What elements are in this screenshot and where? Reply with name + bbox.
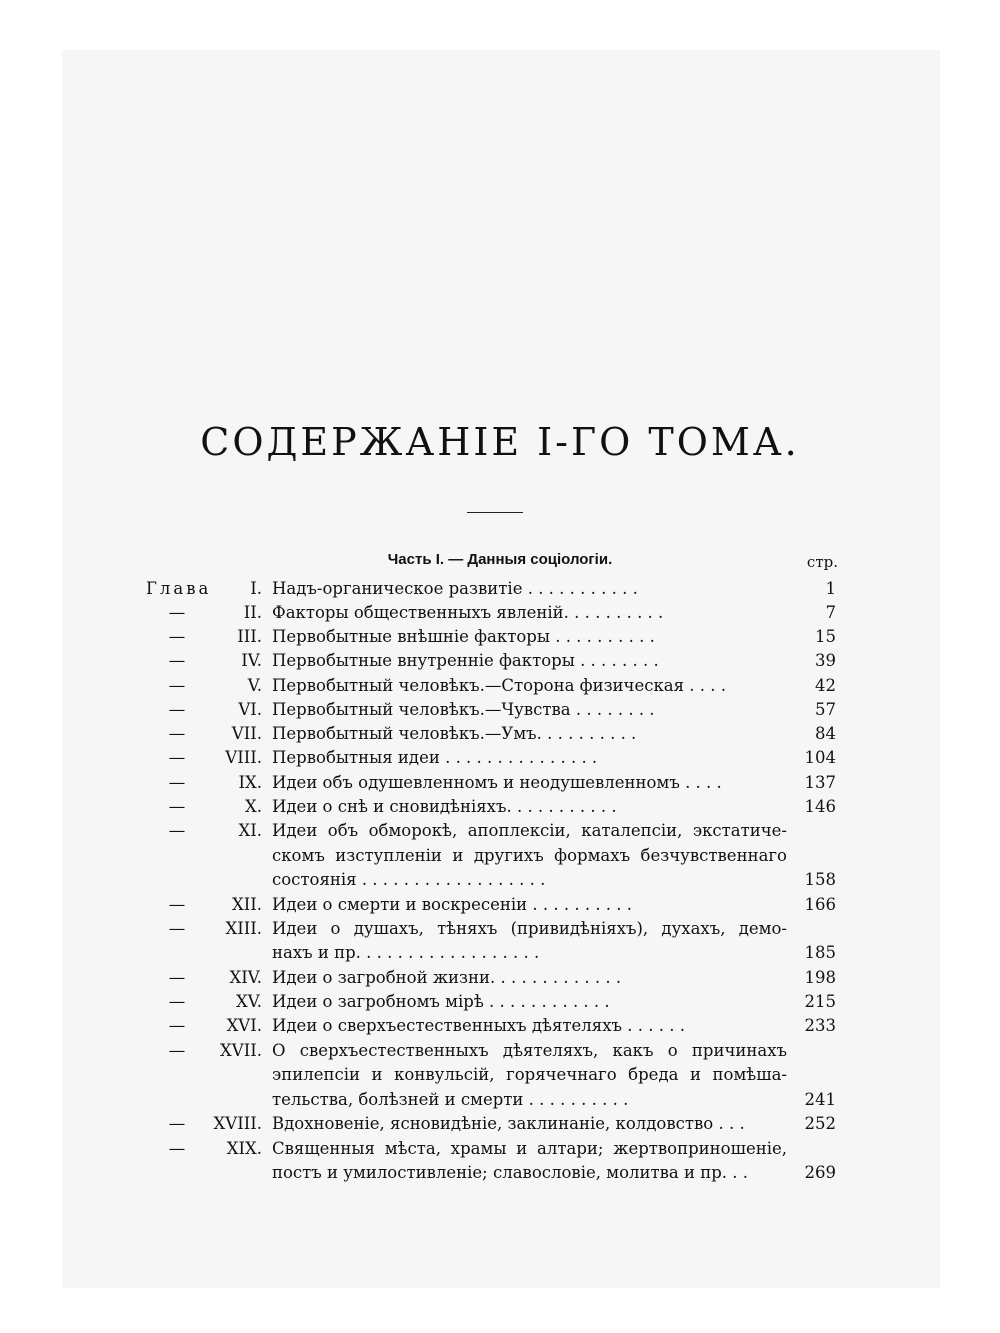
page-number: 7 <box>825 603 836 622</box>
chapter-number: XIX. <box>226 1139 262 1158</box>
chapter-number: XVIII. <box>213 1114 262 1133</box>
chapter-title: Первобытный человѣкъ.—Сторона физическая . . . . <box>272 676 726 695</box>
ditto-dash: — <box>168 676 186 695</box>
ditto-dash: — <box>168 797 186 816</box>
toc-entry <box>0 1137 1000 1161</box>
chapter-title-line: О сверхъестественныхъ дѣятеляхъ, какъ о причинахъ <box>272 1041 787 1060</box>
page-number: 269 <box>804 1163 836 1182</box>
title-divider <box>467 512 523 513</box>
page-number: 252 <box>804 1114 836 1133</box>
toc-entry <box>0 674 1000 698</box>
toc-entry <box>0 625 1000 649</box>
page-number: 166 <box>804 895 836 914</box>
chapter-title: Первобытныя идеи . . . . . . . . . . . . . . . <box>272 748 598 767</box>
ditto-dash: — <box>168 1139 186 1158</box>
chapter-number: XII. <box>231 895 262 914</box>
chapter-title: Идеи о смерти и воскресеніи . . . . . . . . . . <box>272 895 633 914</box>
toc-entry <box>0 649 1000 673</box>
chapter-title: Первобытный человѣкъ.—Умъ. . . . . . . . . . <box>272 724 637 743</box>
chapter-title: Идеи о загробной жизни. . . . . . . . . . . . . <box>272 968 622 987</box>
chapter-title: Первобытный человѣкъ.—Чувства . . . . . . . . <box>272 700 655 719</box>
ditto-dash: — <box>168 968 186 987</box>
ditto-dash: — <box>168 821 186 840</box>
chapter-number: XV. <box>235 992 262 1011</box>
toc-entry <box>0 601 1000 625</box>
toc-entry <box>0 917 1000 941</box>
toc-entry <box>0 746 1000 770</box>
ditto-dash: — <box>168 1114 186 1133</box>
page-number: 158 <box>804 870 836 889</box>
chapter-title: Вдохновеніе, ясновидѣніе, заклинаніе, колдовство . . . <box>272 1114 745 1133</box>
toc-entry <box>0 1039 1000 1063</box>
chapter-title-line: состоянія . . . . . . . . . . . . . . . . . . <box>272 870 546 889</box>
page-number: 1 <box>825 579 836 598</box>
chapter-number: IX. <box>238 773 262 792</box>
page-number: 233 <box>804 1016 836 1035</box>
chapter-title-line: Идеи объ обморокѣ, апоплексіи, каталепсіи, экстатиче- <box>272 821 787 840</box>
chapter-title-line: скомъ изступленіи и другихъ формахъ безчувственнаго <box>272 846 787 865</box>
chapter-number: XVI. <box>226 1016 262 1035</box>
ditto-dash: — <box>168 651 186 670</box>
pages-column-header: стр. <box>806 553 838 571</box>
toc-entry-continuation <box>0 941 1000 965</box>
chapter-number: III. <box>237 627 262 646</box>
chapter-number: XIV. <box>229 968 262 987</box>
ditto-dash: — <box>168 603 186 622</box>
chapter-title-line: постъ и умилостивленіе; славословіе, молитва и пр. . . <box>272 1163 749 1182</box>
page-number: 185 <box>804 943 836 962</box>
ditto-dash: — <box>168 1016 186 1035</box>
page-number: 57 <box>815 700 836 719</box>
chapter-number: XI. <box>238 821 262 840</box>
chapter-title: Идеи о загробномъ мірѣ . . . . . . . . . . . . <box>272 992 610 1011</box>
chapter-title-line: Священныя мѣста, храмы и алтари; жертвоприношеніе, <box>272 1139 787 1158</box>
chapter-title-line: Идеи о душахъ, тѣняхъ (привидѣніяхъ), духахъ, демо- <box>272 919 787 938</box>
ditto-dash: — <box>168 700 186 719</box>
toc-entry-continuation <box>0 1088 1000 1112</box>
chapter-title: Факторы общественныхъ явленій. . . . . . . . . . <box>272 603 664 622</box>
toc-entry <box>0 1014 1000 1038</box>
toc-entry <box>0 1112 1000 1136</box>
toc-entry-continuation <box>0 1063 1000 1087</box>
page-number: 137 <box>804 773 836 792</box>
toc-entry <box>0 990 1000 1014</box>
page-number: 241 <box>804 1090 836 1109</box>
chapter-title-line: эпилепсіи и конвульсій, горячечнаго бреда и помѣша- <box>272 1065 787 1084</box>
ditto-dash: — <box>168 895 186 914</box>
chapter-number: VII. <box>231 724 262 743</box>
ditto-dash: — <box>168 724 186 743</box>
chapter-title: Первобытные внутренніе факторы . . . . . . . . <box>272 651 659 670</box>
toc-entry <box>0 577 1000 601</box>
chapter-number: VI. <box>238 700 262 719</box>
chapter-title: Идеи объ одушевленномъ и неодушевленномъ . . . . <box>272 773 722 792</box>
page-number: 198 <box>804 968 836 987</box>
chapter-number: VIII. <box>225 748 262 767</box>
chapter-title: Идеи о сверхъестественныхъ дѣятеляхъ . . . . . . <box>272 1016 685 1035</box>
part-heading: Часть І. — Данныя соціологіи. <box>387 551 613 568</box>
chapter-number: I. <box>250 579 262 598</box>
ditto-dash: — <box>168 748 186 767</box>
toc-entry-continuation <box>0 844 1000 868</box>
page-number: 146 <box>804 797 836 816</box>
chapter-title-line: нахъ и пр. . . . . . . . . . . . . . . . . . <box>272 943 540 962</box>
toc-entry <box>0 966 1000 990</box>
page-number: 104 <box>804 748 836 767</box>
chapter-title: Надъ-органическое развитіе . . . . . . . . . . . <box>272 579 638 598</box>
chapter-number: XIII. <box>225 919 262 938</box>
chapter-number: XVII. <box>220 1041 262 1060</box>
chapter-number: IV. <box>241 651 262 670</box>
ditto-dash: — <box>168 1041 186 1060</box>
toc-entry <box>0 893 1000 917</box>
page-number: 39 <box>815 651 836 670</box>
page-title: СОДЕРЖАНІЕ І-ГО ТОМА. <box>200 420 800 464</box>
page-number: 42 <box>815 676 836 695</box>
toc-entry <box>0 722 1000 746</box>
page-number: 15 <box>815 627 836 646</box>
chapter-number: X. <box>245 797 262 816</box>
ditto-dash: — <box>168 992 186 1011</box>
toc-entry <box>0 795 1000 819</box>
ditto-dash: — <box>168 919 186 938</box>
toc-entry <box>0 771 1000 795</box>
chapter-label: Глава <box>146 579 212 598</box>
toc-entry-continuation <box>0 1161 1000 1185</box>
ditto-dash: — <box>168 627 186 646</box>
chapter-title: Первобытные внѣшніе факторы . . . . . . . . . . <box>272 627 655 646</box>
toc-entry <box>0 698 1000 722</box>
chapter-number: V. <box>247 676 262 695</box>
page-number: 84 <box>815 724 836 743</box>
ditto-dash: — <box>168 773 186 792</box>
chapter-title: Идеи о снѣ и сновидѣніяхъ. . . . . . . . . . . <box>272 797 617 816</box>
page-number: 215 <box>804 992 836 1011</box>
chapter-title-line: тельства, болѣзней и смерти . . . . . . . . . . <box>272 1090 629 1109</box>
chapter-number: II. <box>243 603 262 622</box>
toc-entry <box>0 819 1000 843</box>
toc-entry-continuation <box>0 868 1000 892</box>
